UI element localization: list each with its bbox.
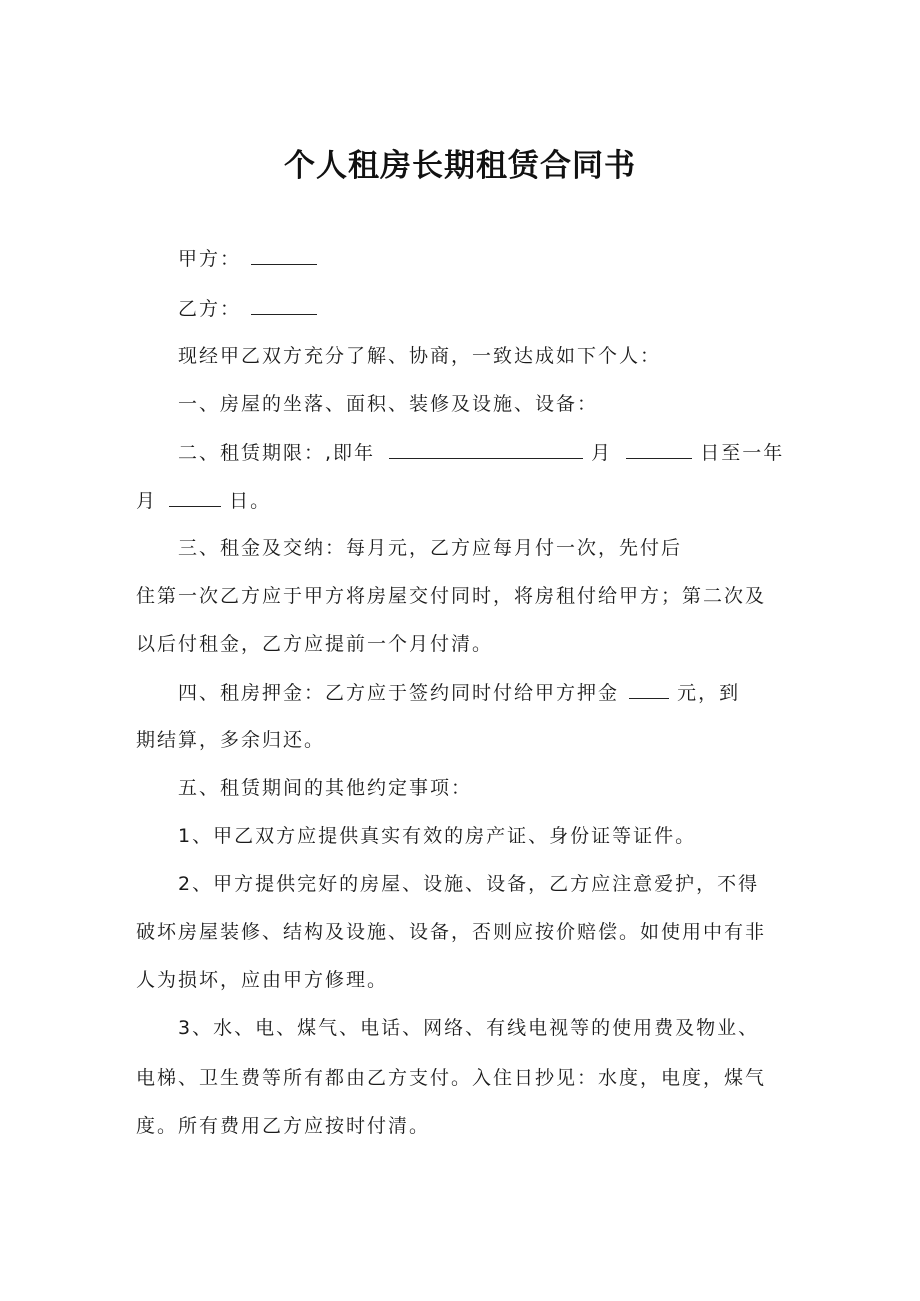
item-2-line-1: 2、甲方提供完好的房屋、设施、设备，乙方应注意爱护，不得 — [178, 873, 760, 895]
section-4-line-1 — [178, 680, 740, 705]
party-a-line — [178, 246, 317, 271]
party-b-line — [178, 296, 317, 321]
section-5-heading: 五、租赁期间的其他约定事项： — [178, 777, 473, 799]
section-4-text-b: 元，到 — [677, 682, 741, 704]
item-1: 1、甲乙双方应提供真实有效的房产证、身份证等证件。 — [178, 825, 697, 847]
intro-paragraph: 现经甲乙双方充分了解、协商，一致达成如下个人： — [178, 345, 662, 367]
document-title: 个人租房长期租赁合同书 — [284, 148, 636, 184]
item-2-line-3: 人为损坏，应由甲方修理。 — [136, 969, 389, 991]
section-2-text-e: 日。 — [229, 490, 272, 512]
lease-start-day-blank — [626, 440, 692, 459]
section-1-heading: 一、房屋的坐落、面积、装修及设施、设备： — [178, 393, 599, 415]
section-3-line-1: 三、租金及交纳：每月元，乙方应每月付一次，先付后 — [178, 537, 683, 559]
section-2-line-1 — [178, 440, 784, 465]
item-2-line-2: 破坏房屋装修、结构及设施、设备，否则应按价赔偿。如使用中有非 — [136, 921, 767, 943]
deposit-amount-blank — [629, 680, 669, 699]
section-2-text-b: 月 — [591, 442, 613, 464]
section-2-text-c: 日至一年 — [700, 442, 785, 464]
party-a-label: 甲方： — [178, 248, 242, 270]
section-4-line-2: 期结算，多余归还。 — [136, 729, 326, 751]
section-2-text-d: 月 — [136, 490, 158, 512]
section-3-line-3: 以后付租金，乙方应提前一个月付清。 — [136, 633, 494, 655]
item-3-line-2: 电梯、卫生费等所有都由乙方支付。入住日抄见：水度，电度，煤气 — [136, 1067, 767, 1089]
party-a-blank — [251, 246, 317, 265]
item-3-line-3: 度。所有费用乙方应按时付清。 — [136, 1115, 431, 1137]
section-2-line-2 — [136, 488, 271, 513]
item-3-line-1: 3、水、电、煤气、电话、网络、有线电视等的使用费及物业、 — [178, 1017, 760, 1039]
party-b-blank — [251, 296, 317, 315]
section-2-text-a: 二、租赁期限：,即年 — [178, 442, 376, 464]
section-3-line-2: 住第一次乙方应于甲方将房屋交付同时，将房租付给甲方；第二次及 — [136, 585, 767, 607]
section-4-text-a: 四、租房押金：乙方应于签约同时付给甲方押金 — [178, 682, 620, 704]
lease-start-month-blank — [389, 440, 583, 459]
party-b-label: 乙方： — [178, 298, 242, 320]
lease-end-day-blank — [169, 488, 221, 507]
